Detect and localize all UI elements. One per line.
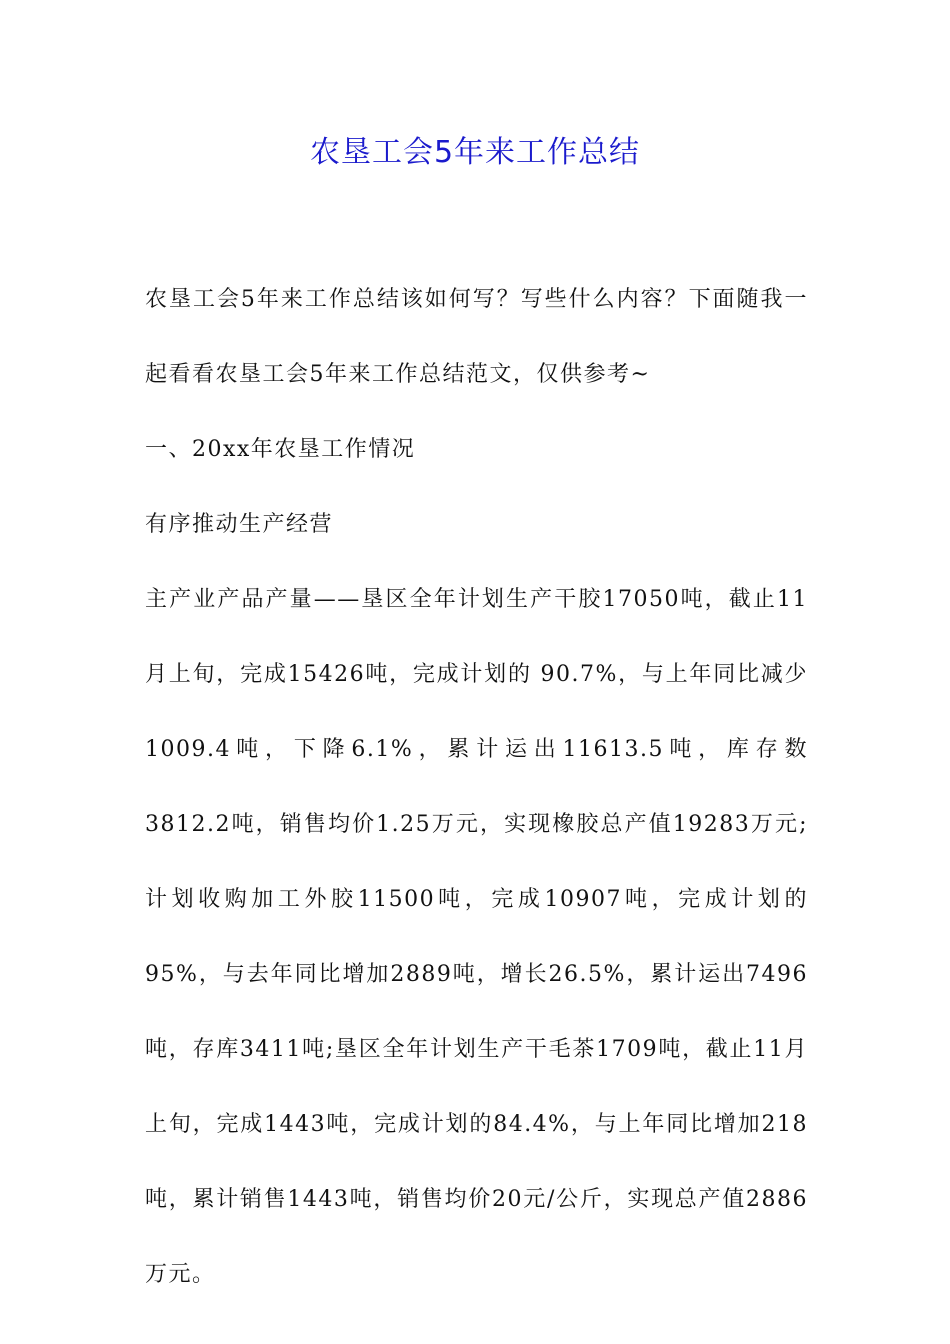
production-paragraph: 主产业产品产量——垦区全年计划生产干胶17050吨，截止11月上旬，完成15426吨，完成计划的 90.7%，与上年同比减少1009.4吨，下降6.1%，累计运出11613.5吨，库存数3812.2吨，销售均价1.25万元，实现橡胶总产值19283万元;计划收购加工外胶11500吨，完成10907吨，完成计划的95%，与去年同比增加2889吨，增长26.5%，累计运出7496吨，存库3411吨;垦区全年计划生产干毛茶1709吨，截止11月上旬，完成1443吨，完成计划的84.4%，与上年同比增加218吨，累计销售1443吨，销售均价20元/公斤，实现总产值2886万元。 xyxy=(145,587,808,1287)
intro-paragraph: 农垦工会5年来工作总结该如何写？写些什么内容？下面随我一起看看农垦工会5年来工作总结范文，仅供参考~ xyxy=(145,287,808,387)
document-body xyxy=(145,262,808,1312)
subsection-heading: 有序推动生产经营 xyxy=(145,512,334,537)
section-heading: 一、20xx年农垦工作情况 xyxy=(145,437,416,462)
document-title: 农垦工会5年来工作总结 xyxy=(309,135,641,170)
